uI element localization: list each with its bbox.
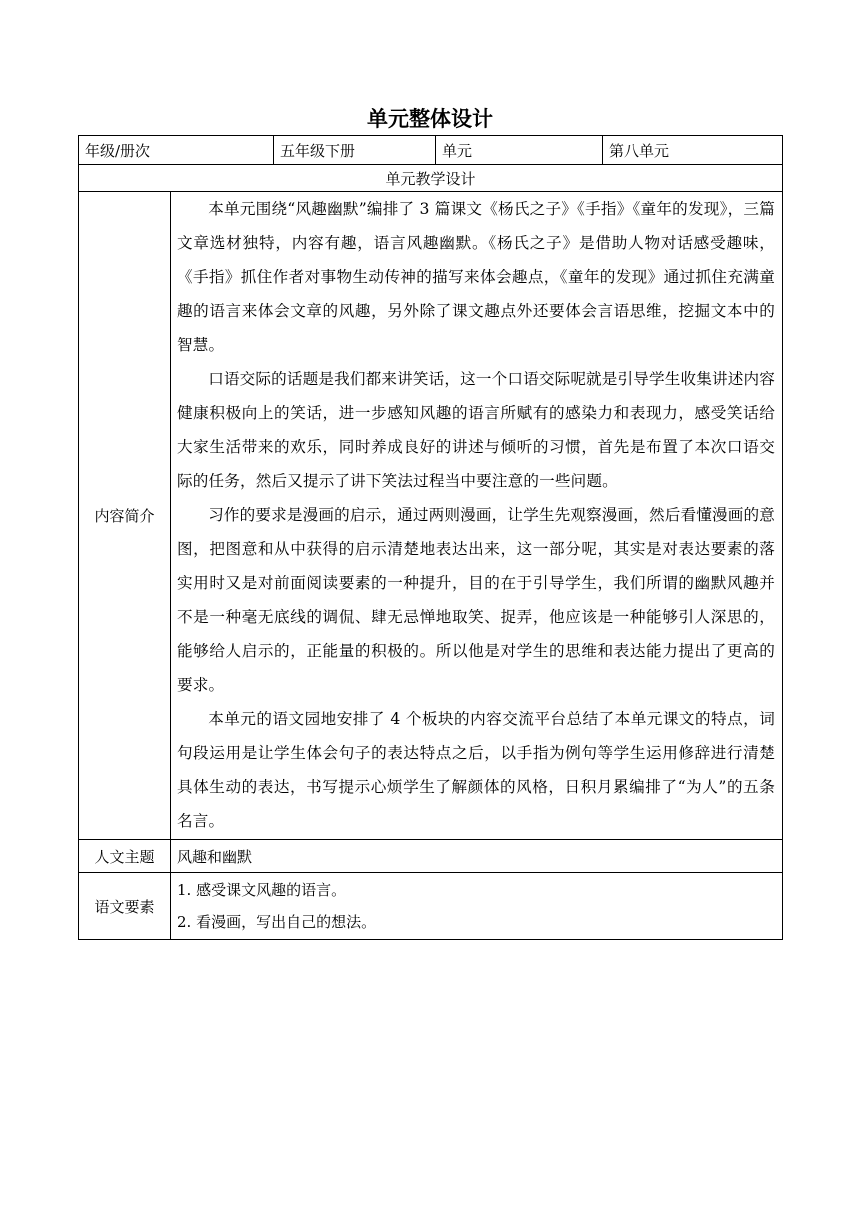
section-row — [79, 165, 783, 192]
intro-paragraph-3: 习作的要求是漫画的启示，通过两则漫画，让学生先观察漫画，然后看懂漫画的意图，把图意和从中获得的启示清楚地表达出来，这一部分呢，其实是对表达要素的落实用时又是对前面阅读要素的一种提升，目的在于引导学生，我们所谓的幽默风趣并不是一种毫无底线的调侃、肆无忌惮地取笑、捉弄，他应该是一种能够引人深思的，能够给人启示的，正能量的积极的。所以他是对学生的思维和表达能力提出了更高的要求。 — [177, 506, 775, 694]
requirement-item-1: 1. 感受课文风趣的语言。 — [177, 881, 347, 899]
document-title: 单元整体设计 — [367, 107, 493, 131]
grade-label: 年级/册次 — [79, 136, 274, 165]
intro-row — [79, 192, 783, 840]
grade-value: 五年级下册 — [274, 136, 436, 165]
theme-row — [79, 840, 783, 873]
requirement-item-2: 2. 看漫画，写出自己的想法。 — [177, 913, 377, 931]
header-row — [79, 136, 783, 165]
intro-paragraph-4: 本单元的语文园地安排了 4 个板块的内容交流平台总结了本单元课文的特点，词句段运用是让学生体会句子的表达特点之后，以手指为例句等学生运用修辞进行清楚具体生动的表达，书写提示心烦学生了解颜体的风格，日积月累编排了“为人”的五条名言。 — [177, 710, 775, 830]
unit-label: 单元 — [436, 136, 603, 165]
intro-paragraph-2: 口语交际的话题是我们都来讲笑话，这一个口语交际呢就是引导学生收集讲述内容健康积极向上的笑话，进一步感知风趣的语言所赋有的感染力和表现力，感受笑话给大家生活带来的欢乐，同时养成良好的讲述与倾听的习惯，首先是布置了本次口语交际的任务，然后又提示了讲下笑法过程当中要注意的一些问题。 — [177, 370, 775, 490]
intro-paragraph-1: 本单元围绕“风趣幽默”编排了 3 篇课文《杨氏之子》《手指》《童年的发现》，三篇文章选材独特，内容有趣，语言风趣幽默。《杨氏之子》是借助人物对话感受趣味，《手指》抓住作者对事物生动传神的描写来体会趣点，《童年的发现》通过抓住充满童趣的语言来体会文章的风趣，另外除了课文趣点外还要体会言语思维，挖掘文本中的智慧。 — [177, 200, 775, 354]
theme-value: 风趣和幽默 — [171, 840, 783, 873]
unit-value: 第八单元 — [603, 136, 783, 165]
requirements-row — [79, 873, 783, 940]
unit-design-table — [78, 135, 783, 940]
intro-label: 内容简介 — [79, 192, 171, 840]
requirements-content — [171, 873, 783, 940]
theme-label: 人文主题 — [79, 840, 171, 873]
intro-content — [171, 192, 783, 840]
section-title: 单元教学设计 — [79, 165, 783, 192]
requirements-label: 语文要素 — [79, 873, 171, 940]
